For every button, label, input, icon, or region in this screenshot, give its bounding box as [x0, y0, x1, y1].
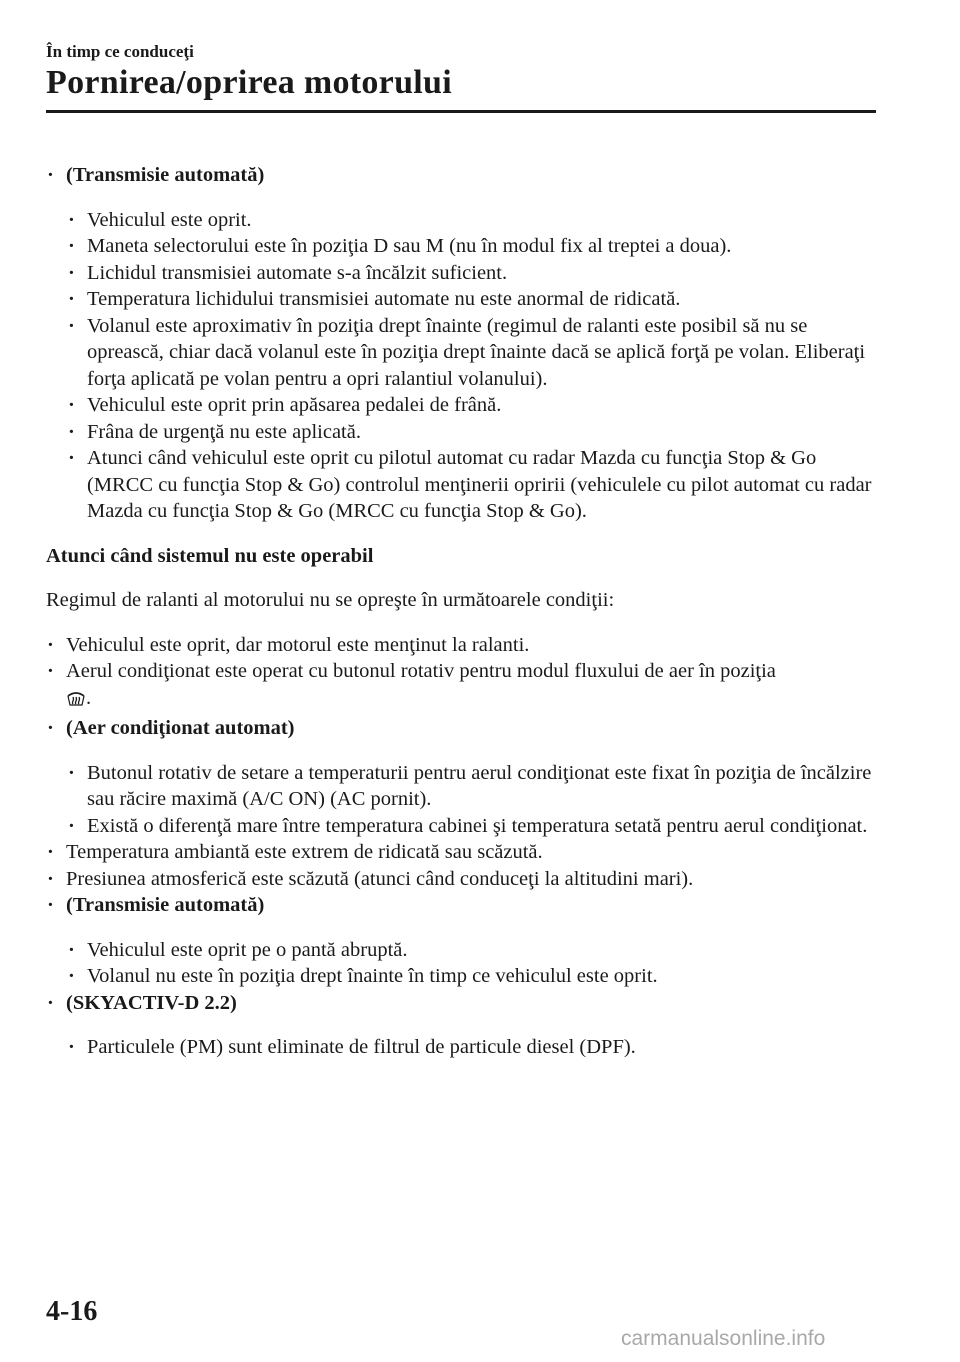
list-item	[46, 419, 876, 446]
bullet-icon: ·	[68, 235, 75, 257]
condition-text: Vehiculul este oprit pe o pantă abruptă.	[87, 938, 408, 961]
bullet-icon: ·	[68, 288, 75, 310]
bullet-icon: ·	[68, 314, 75, 337]
list-item	[46, 207, 876, 234]
block-heading: (Transmisie automată)	[66, 164, 265, 186]
page-number: 4-16	[46, 1296, 98, 1327]
bullet-icon: ·	[68, 394, 75, 416]
bullet-icon: ·	[47, 633, 54, 656]
list-item	[46, 162, 876, 189]
page-title: Pornirea/oprirea motorului	[46, 64, 452, 101]
bullet-icon: ·	[68, 447, 75, 469]
condition-text: Maneta selectorului este în poziţia D sau M (nu în modul fix al treptei a doua).	[87, 235, 732, 257]
bullet-icon: ·	[68, 261, 75, 284]
block-heading: (SKYACTIV-D 2.2)	[66, 991, 237, 1014]
condition-text: Butonul rotativ de setare a temperaturii pentru aerul condiţionat este fixat în poziţia de încălzire sau răcire maximă (A/C ON) (AC pornit).	[87, 761, 872, 810]
condition-text: Lichidul transmisiei automate s-a încălzit suficient.	[87, 261, 508, 284]
list-item	[46, 632, 876, 659]
condition-text: Există o diferenţă mare între temperatura cabinei şi temperatura setată pentru aerul condiţionat.	[87, 814, 868, 837]
list-item	[46, 658, 876, 715]
bullet-icon: ·	[68, 208, 75, 231]
list-item	[46, 813, 876, 840]
bullet-icon: ·	[68, 938, 75, 961]
bullet-icon: ·	[68, 1036, 75, 1058]
list-item	[46, 866, 876, 893]
title-divider	[46, 110, 876, 113]
condition-text: Vehiculul este oprit.	[87, 208, 252, 231]
bullet-icon: ·	[47, 841, 54, 863]
block-heading: (Transmisie automată)	[66, 894, 265, 916]
windshield-defrost-icon	[66, 688, 86, 716]
block-heading: (Aer condiţionat automat)	[66, 717, 295, 739]
list-item	[46, 839, 876, 866]
bullet-icon: ·	[47, 717, 54, 739]
condition-text: Volanul nu este în poziţia drept înainte în timp ce vehiculul este oprit.	[87, 965, 658, 987]
condition-text: Frâna de urgenţă nu este aplicată.	[87, 420, 361, 443]
list-item	[46, 937, 876, 964]
list-item	[46, 963, 876, 990]
condition-text: Aerul condiţionat este operat cu butonul rotativ pentru modul fluxului de aer în poziţia	[66, 660, 776, 682]
bullet-icon: ·	[68, 965, 75, 987]
condition-text: Vehiculul este oprit prin apăsarea pedalei de frână.	[87, 394, 502, 416]
list-item	[46, 1034, 876, 1061]
condition-text: Atunci când vehiculul este oprit cu pilotul automat cu radar Mazda cu funcţia Stop & Go (MRCC cu funcţia Stop & Go) controlul menţinerii opririi (vehiculele cu pilot automat cu radar Mazda cu funcţia Stop & Go (MRCC cu funcţia Stop & Go).	[87, 447, 872, 522]
bullet-icon: ·	[47, 660, 54, 682]
watermark: carmanualsonline.info	[621, 1327, 826, 1350]
document-body	[46, 162, 876, 1061]
list-item	[46, 260, 876, 287]
bullet-icon: ·	[68, 761, 75, 784]
condition-text: Particulele (PM) sunt eliminate de filtrul de particule diesel (DPF).	[87, 1036, 636, 1058]
section-heading: Atunci când sistemul nu este operabil	[46, 544, 374, 567]
condition-text: Temperatura ambiantă este extrem de ridicată sau scăzută.	[66, 841, 543, 863]
bullet-icon: ·	[47, 991, 54, 1014]
bullet-icon: ·	[68, 420, 75, 443]
list-item	[46, 445, 876, 525]
section-label: În timp ce conduceţi	[46, 42, 194, 61]
condition-text: Presiunea atmosferică este scăzută (atunci când conduceţi la altitudini mari).	[66, 867, 694, 890]
item-end: .	[86, 686, 92, 709]
bullet-icon: ·	[68, 814, 75, 837]
bullet-icon: ·	[47, 894, 54, 916]
list-item	[46, 233, 876, 260]
list-item	[46, 392, 876, 419]
condition-text: Vehiculul este oprit, dar motorul este menţinut la ralanti.	[66, 633, 530, 656]
list-item	[46, 760, 876, 813]
intro-text: Regimul de ralanti al motorului nu se opreşte în următoarele condiţii:	[46, 589, 615, 611]
list-item	[46, 715, 876, 742]
condition-text: Volanul este aproximativ în poziţia drept înainte (regimul de ralanti este posibil să nu se oprească, chiar dacă volanul este în poziţia drept înainte dacă se aplică forţă pe volan. Eliberaţi forţa aplicată pe volan pentru a opri ralantiul volanului).	[87, 314, 866, 390]
list-item	[46, 892, 876, 919]
condition-text: Temperatura lichidului transmisiei automate nu este anormal de ridicată.	[87, 288, 681, 310]
list-item	[46, 313, 876, 393]
bullet-icon: ·	[47, 164, 54, 186]
list-item	[46, 286, 876, 313]
bullet-icon: ·	[47, 867, 54, 890]
list-item	[46, 990, 876, 1017]
